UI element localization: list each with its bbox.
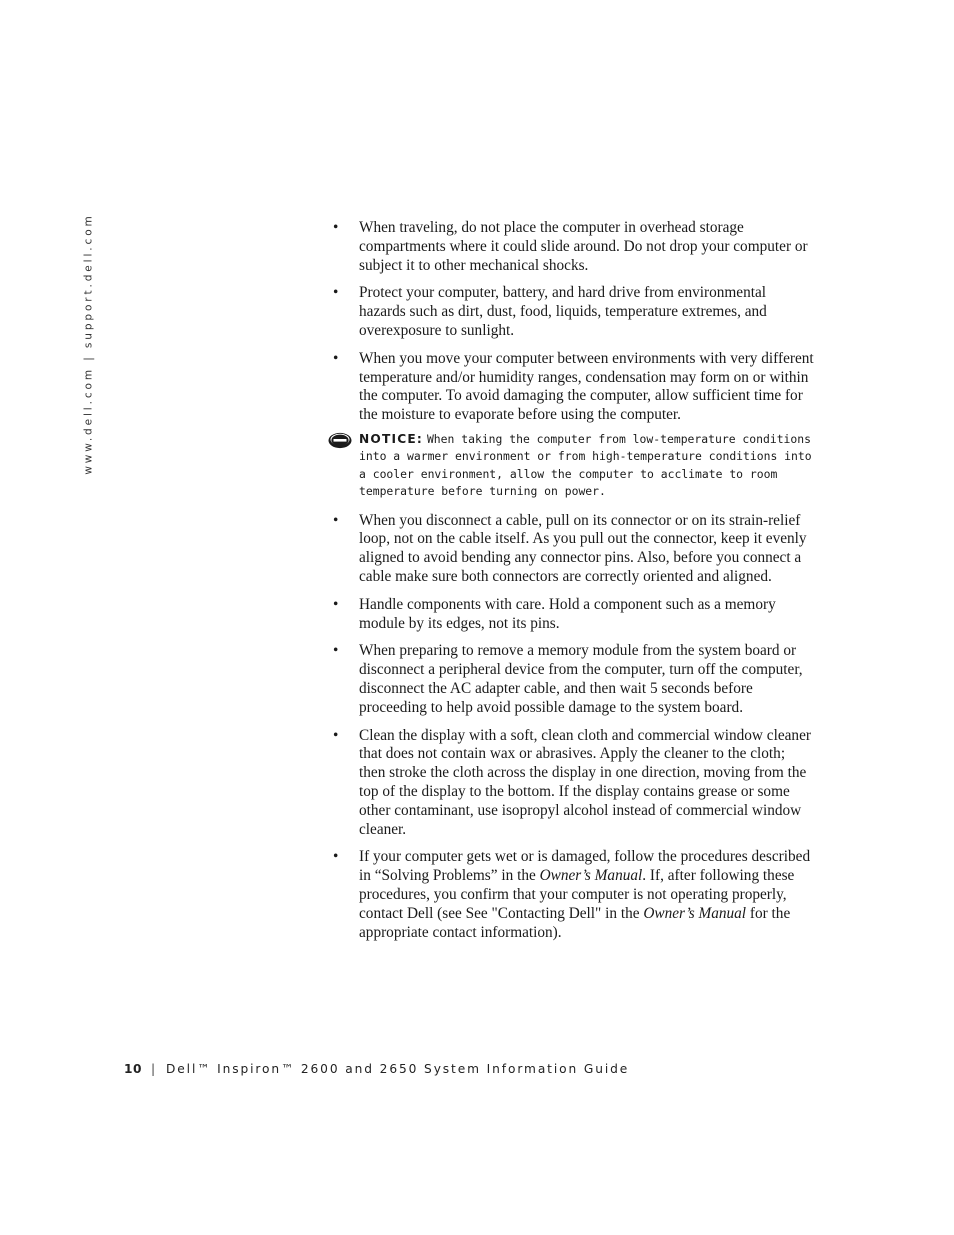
bullet-icon: • [333, 349, 339, 367]
list-item-text: When traveling, do not place the computer in overhead storage compartments where it could slide around. Do not drop your computer or subject it to other mechanical shocks. [359, 219, 808, 274]
page-footer [124, 1062, 629, 1076]
list-item-text: Protect your computer, battery, and hard drive from environmental hazards such as dirt, dust, food, liquids, temperature extremes, and overexposure to sunlight. [359, 284, 767, 339]
list-item [333, 350, 815, 425]
sidebar-url-text: www.dell.com | support.dell.com [83, 213, 96, 475]
list-item-text: When preparing to remove a memory module from the system board or disconnect a peripheral device from the computer, turn off the computer, disconnect the AC adapter cable, and then wait 5 seconds before proceeding to help avoid possible damage to the system board. [359, 642, 803, 716]
last-bullet-part2: . If, after following these procedures, you confirm that your computer is not operating properly, contact Dell (see See "Contacting Dell" in the [359, 867, 795, 922]
list-item-text: When you disconnect a cable, pull on its connector or on its strain-relief loop, not on the cable itself. As you pull out the connector, keep it evenly aligned to avoid bending any connector pins. Also, before you connect a cable make sure both connectors are correctly oriented and aligned. [359, 511, 807, 585]
list-item-text: Clean the display with a soft, clean cloth and commercial window cleaner that does not contain wax or abrasives. Apply the cleaner to the cloth; then stroke the cloth across the display in one direction, moving from the top of the display to the bottom. If the display contains grease or some other contaminant, use isopropyl alcohol instead of commercial window cleaner. [359, 726, 811, 838]
last-bullet-part1: If your computer gets wet or is damaged, follow the procedures described in “Solving Problems” in the [359, 848, 811, 885]
bullet-icon: • [333, 848, 339, 866]
footer-separator: | [150, 1062, 157, 1076]
manual-title-italic: Owner’s Manual [643, 904, 747, 922]
list-item [333, 512, 815, 587]
notice-text: When taking the computer from low-temperature conditions into a warmer environment or from high-temperature conditions into a cooler environment, allow the computer to acclimate to room temperature before turning on power. [359, 431, 812, 499]
list-item-text [359, 848, 810, 940]
list-item [333, 596, 815, 634]
manual-title-italic: Owner’s Manual [539, 867, 643, 885]
notice-block [333, 431, 815, 501]
list-item [333, 219, 815, 275]
bullet-icon: • [333, 726, 339, 744]
main-content [333, 219, 815, 951]
bullet-icon: • [333, 511, 339, 529]
list-item-text: Handle components with care. Hold a component such as a memory module by its edges, not its pins. [359, 595, 776, 632]
page-number: 10 [124, 1062, 142, 1076]
last-bullet-part3: for the appropriate contact information). [359, 904, 791, 941]
list-item [333, 727, 815, 840]
notice-icon [327, 432, 353, 449]
bullet-icon: • [333, 642, 339, 660]
list-item-text: When you move your computer between environments with very different temperature and/or humidity ranges, condensation may form on or within the computer. To avoid damaging the computer, allow sufficient time for the moisture to evaporate before using the computer. [359, 349, 814, 424]
list-item [333, 848, 815, 942]
list-item [333, 284, 815, 340]
list-item [333, 642, 815, 717]
notice-label: NOTICE: [359, 431, 423, 446]
bullet-icon: • [333, 595, 339, 613]
footer-title: Dell™ Inspiron™ 2600 and 2650 System Information Guide [165, 1062, 630, 1076]
sidebar-url [69, 213, 109, 475]
bullet-icon: • [333, 284, 339, 302]
bullet-icon: • [333, 219, 339, 236]
